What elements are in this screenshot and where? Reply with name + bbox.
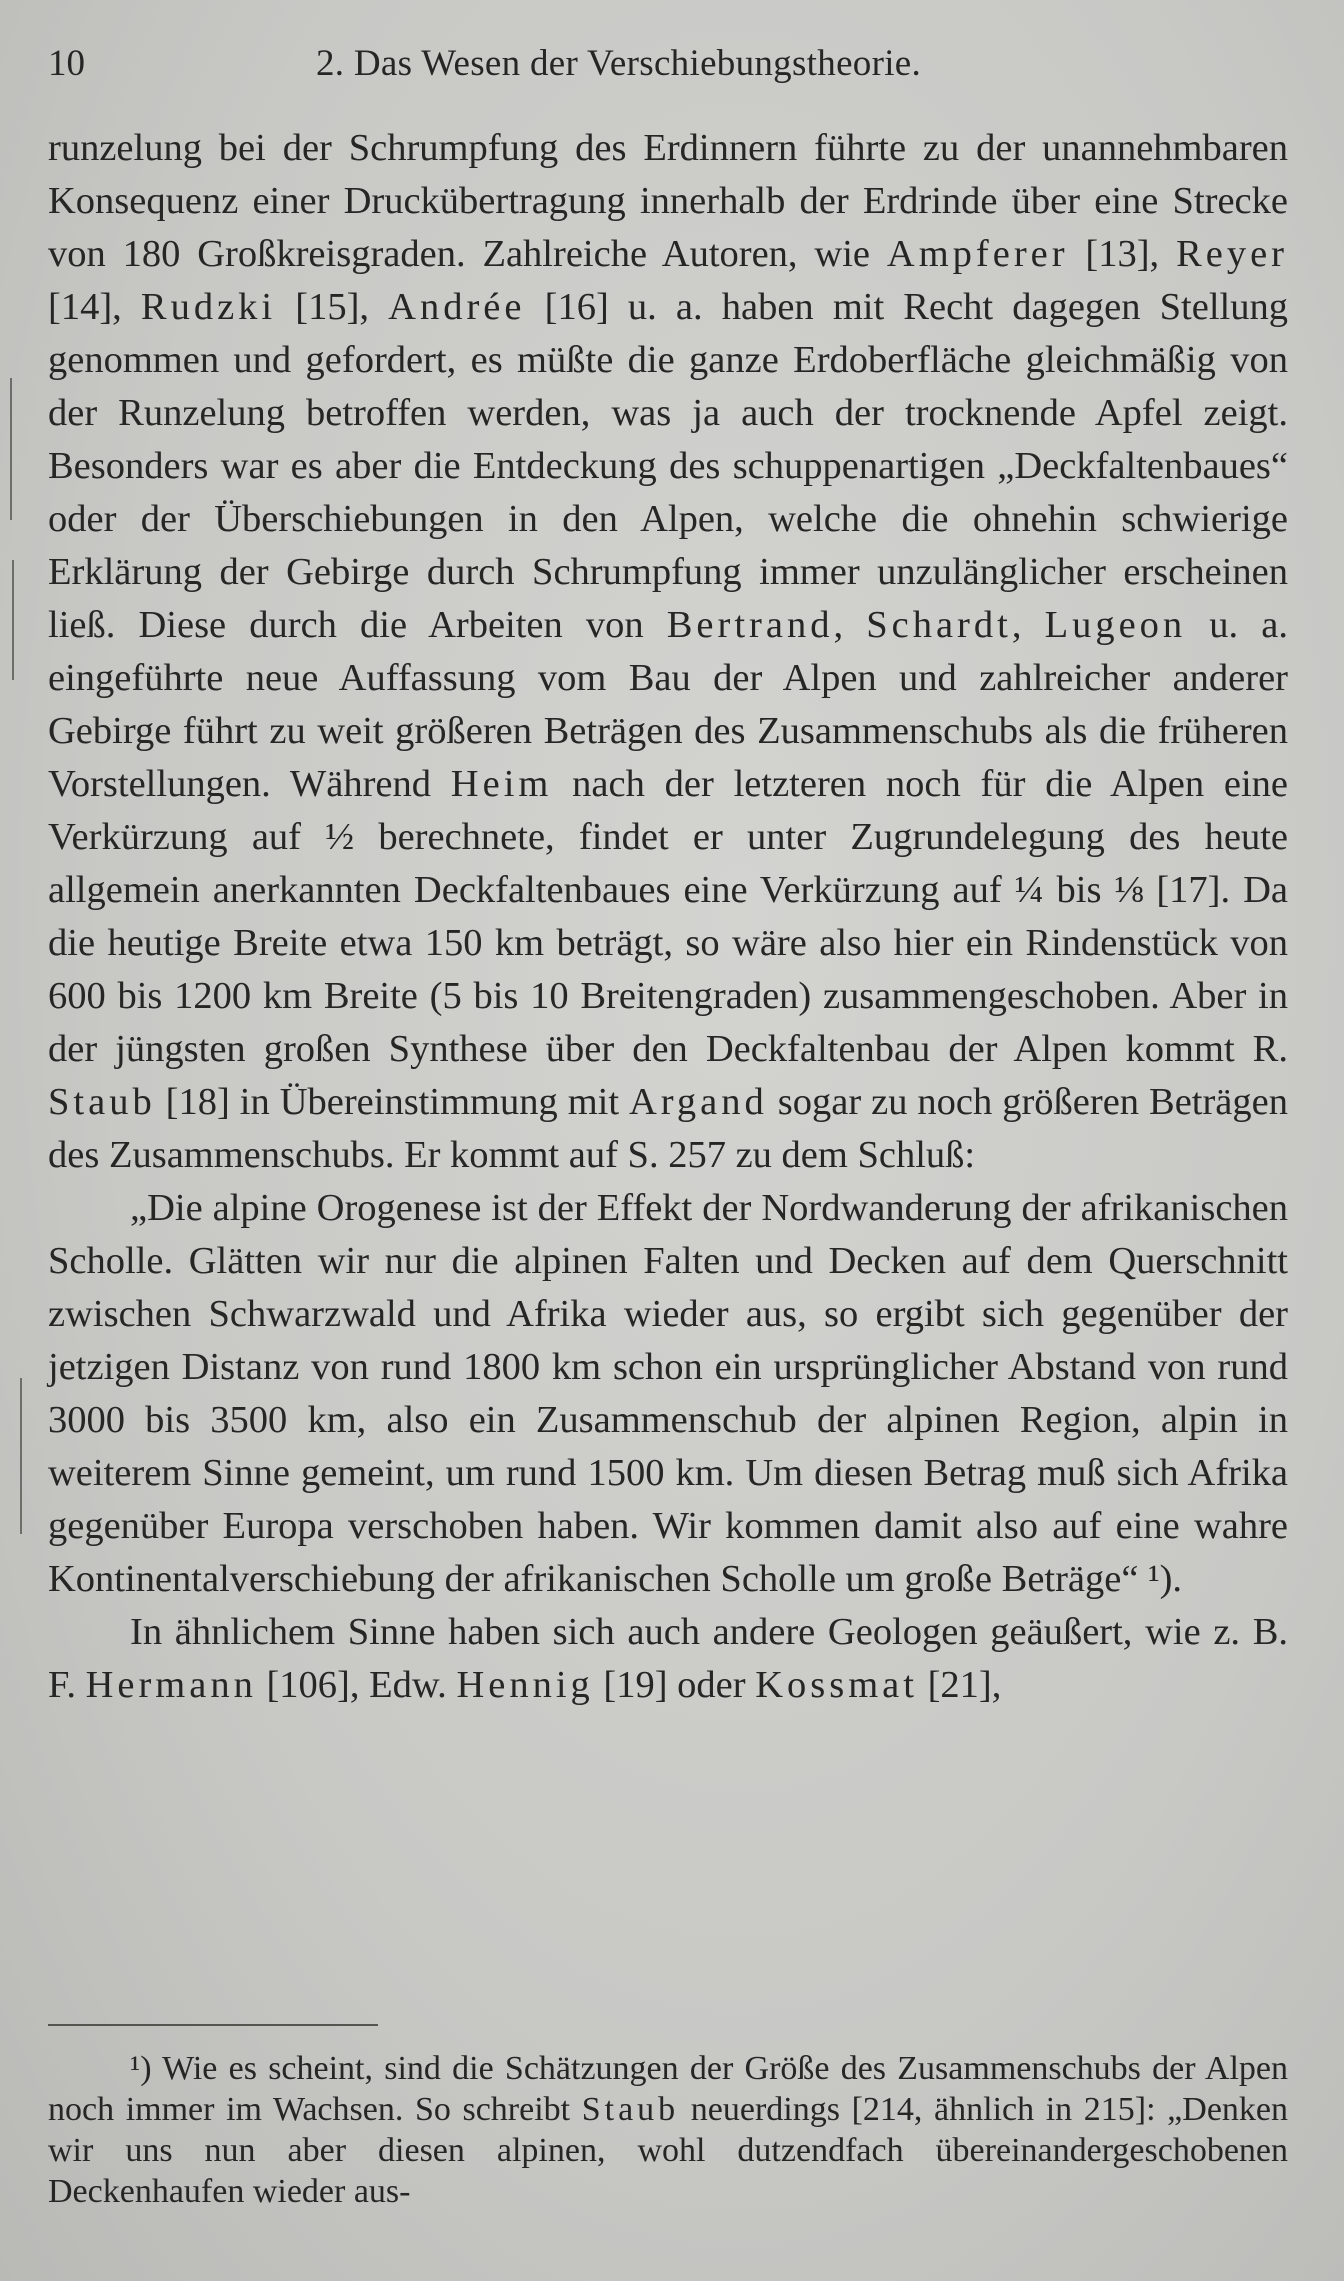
page-number: 10 [48, 43, 85, 84]
author-name: Hennig [456, 1664, 594, 1706]
author-name: Argand [629, 1081, 768, 1123]
pencil-margin-mark-3 [20, 1378, 22, 1534]
text-run: [14], [48, 286, 141, 328]
text-run: [13], [1068, 233, 1177, 275]
author-name: Staub [48, 1081, 156, 1123]
author-name: Reyer [1176, 233, 1288, 275]
page-header [48, 34, 1294, 94]
body-text [48, 122, 1288, 1712]
author-name: Staub [581, 2091, 680, 2128]
author-name: Lugeon [1044, 604, 1187, 646]
text-run: [15], [276, 286, 389, 328]
author-name: Heim [450, 763, 553, 805]
text-run: neuerdings [214, ähnlich in 215]: „Denken wir uns nun aber diesen alpinen, wohl dutzendfach übereinandergeschobenen Deckenhaufen wieder aus- [48, 2091, 1289, 2210]
text-run: sogar zu noch größeren Beträgen des Zusammenschubs. Er kommt auf S. 257 zu dem Schluß: [48, 1081, 1288, 1176]
text-run: , [1011, 604, 1045, 646]
text-run: nach der letzteren noch für die Alpen eine Verkürzung auf ½ berechnete, findet er unter Zugrundelegung des heute allgemein anerkannten Deckfaltenbaues eine Verkürzung auf ¼ bis ⅛ [17]. Da die heutige Breite etwa 150 km beträgt, so wäre also hier ein Rindenstück von 600 bis 1200 km Breite (5 bis 10 Breitengraden) zusammengeschoben. Aber in der jüngsten großen Synthese über den Deckfaltenbau der Alpen kommt R. [48, 763, 1288, 1070]
footnote-1 [48, 2048, 1288, 2212]
paragraph-2-quote [48, 1182, 1288, 1606]
text-run: [18] in Übereinstimmung mit [155, 1081, 629, 1123]
text-run: u. a. eingeführte neue Auffassung vom Bau der Alpen und zahlreicher anderer Gebirge führt zu weit größeren Beträgen des Zusammenschubs als die früheren Vorstellungen. Während [48, 604, 1289, 805]
text-run: runzelung bei der Schrumpfung des Erdinnern führte zu der unannehmbaren Konsequenz einer Druckübertragung innerhalb der Erdrinde über eine Strecke von 180 Großkreisgraden. Zahlreiche Autoren, wie [48, 127, 1288, 275]
text-run: [21], [917, 1664, 1002, 1706]
pencil-margin-mark-2 [12, 560, 14, 680]
running-head: 2. Das Wesen der Verschiebungstheorie. [316, 43, 922, 84]
text-run: [16] u. a. haben mit Recht dagegen Stellung genommen und gefordert, es müßte die ganze Erdoberfläche gleichmäßig von der Runzelung betroffen werden, was ja auch der trocknende Apfel zeigt. Besonders war es aber die Entdeckung des schuppenartigen „Deckfaltenbaues“ oder der Überschiebungen in den Alpen, welche die ohnehin schwierige Erklärung der Gebirge durch Schrumpfung immer unzulänglicher erscheinen ließ. Diese durch die Arbeiten von [48, 286, 1288, 646]
author-name: Rudzki [140, 286, 277, 328]
text-run: [19] oder [593, 1664, 756, 1706]
author-name: Kossmat [755, 1664, 918, 1706]
footnote-divider [48, 2024, 378, 2026]
text-run: ¹) Wie es scheint, sind die Schätzungen der Größe des Zusammenschubs der Alpen noch immer im Wachsen. So schreibt [48, 2050, 1288, 2128]
paragraph-1 [48, 122, 1288, 1182]
author-name: Hermann [85, 1664, 257, 1706]
author-name: Bertrand [666, 604, 834, 646]
pencil-margin-mark-1 [10, 378, 12, 520]
text-run: [106], Edw. [256, 1664, 457, 1706]
text-run: „Die alpine Orogenese ist der Effekt der Nordwanderung der afrikanischen Scholle. Glätten wir nur die alpinen Falten und Decken auf dem Querschnitt zwischen Schwarzwald und Afrika wieder aus, so ergibt sich gegenüber der jetzigen Distanz von rund 1800 km schon ein ursprünglicher Abstand von rund 3000 bis 3500 km, also ein Zusammenschub der alpinen Region, alpin in weiterem Sinne gemeint, um rund 1500 km. Um diesen Betrag muß sich Afrika gegenüber Europa verschoben haben. Wir kommen damit also auf eine wahre Kontinentalverschiebung der afrikanischen Scholle um große Beträge“ ¹). [48, 1187, 1288, 1600]
author-name: Ampferer [886, 233, 1069, 275]
text-run: , [833, 604, 867, 646]
author-name: Schardt [866, 604, 1012, 646]
paragraph-3 [48, 1606, 1288, 1712]
text-run: In ähnlichem Sinne haben sich auch andere Geologen geäußert, wie z. B. F. [48, 1611, 1288, 1706]
author-name: Andrée [388, 286, 526, 328]
